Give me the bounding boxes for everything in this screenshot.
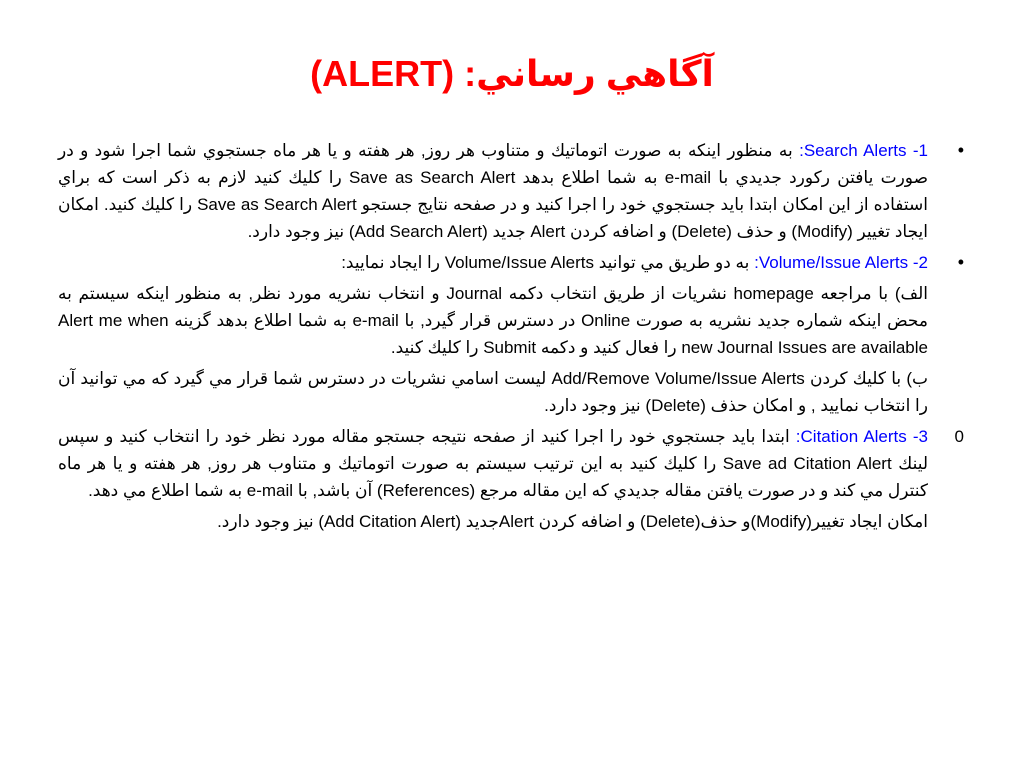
item-heading: Citation Alerts -3: (795, 427, 928, 446)
list-item-volume-issue-alerts (58, 249, 964, 419)
sub-paragraph: ب) با كليك كردن Add/Remove Volume/Issue Alerts ليست اسامي نشريات در دسترس شما قرار مي گيرد كه مي توانيد آن را انتخاب نماييد , و امكان حذف (Delete) نيز وجود دارد. (58, 369, 928, 415)
item-text: به منظور اينكه به صورت اتوماتيك و متناوب هر روز, هر هفته و يا هر ماه جستجوي شما اجرا شود و در صورت يافتن ركورد جديدي با e-mail به شما اطلاع بدهد Save as Search Alert را كليك كنيد لازم به ذكر است كه براي استفاده از اين امكان ابتدا بايد جستجوي خود را اجرا كنيد و در صفحه نتايج جستجو Save as Search Alert را كليك كنيد. امكان ايجاد تغيير (Modify) و حذف (Delete) و اضافه كردن Alert جديد (Add Search Alert) نيز وجود دارد. (58, 141, 929, 241)
sub-paragraph: امكان ايجاد تغيير(Modify)و حذف(Delete) و اضافه كردن Alertجديد (Add Citation Alert) نيز وجود دارد. (217, 512, 928, 531)
slide-content (58, 137, 964, 535)
number-marker: 0 (954, 427, 964, 446)
bullet-marker: • (957, 140, 964, 160)
item-text: به دو طريق مي توانيد Volume/Issue Alerts را ايجاد نماييد: (341, 253, 755, 272)
list-item-citation-alerts (58, 423, 964, 535)
item-heading: Volume/Issue Alerts -2: (754, 253, 928, 272)
item-heading: Search Alerts -1: (799, 141, 928, 160)
slide-title: آگاهي رساني: (ALERT) (310, 53, 714, 94)
bullet-marker: • (957, 252, 964, 272)
list-item-search-alerts (58, 137, 964, 245)
sub-paragraph: الف) با مراجعه homepage نشريات از طريق انتخاب دكمه Journal و انتخاب نشريه مورد نظر, به منظور اينكه سيستم به محض اينكه شماره جديد نشريه به صورت Online در دسترس قرار گيرد, با e-mail به شما اطلاع بدهد گزينه Alert me when new Journal Issues are available را فعال كنيد و دكمه Submit را كليك كنيد. (58, 284, 928, 357)
item-text: ابتدا بايد جستجوي خود را اجرا كنيد از صفحه نتيجه جستجو مقاله مورد نظر خود را انتخاب كنيد و سپس لينك Save ad Citation Alert را كليك كنيد به اين ترتيب سيستم به صورت اتوماتيك و متناوب هر روز, هر هفته و يا هر ماه كنترل مي كند و در صورت يافتن مقاله جديدي كه اين مقاله مرجع (References) آن باشد, با e-mail به شما اطلاع مي دهد. (58, 427, 929, 500)
